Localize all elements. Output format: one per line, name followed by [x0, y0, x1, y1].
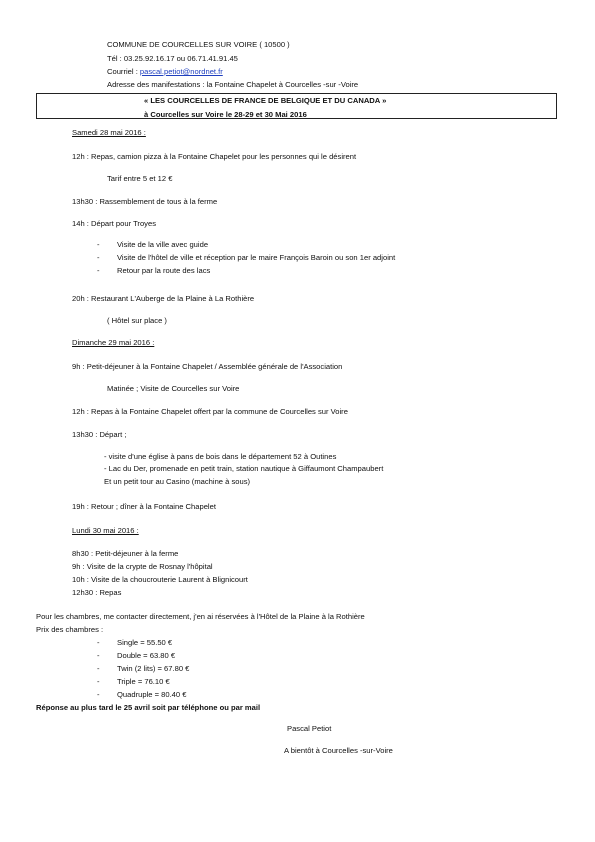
room-price-triple: Triple = 76.10 €: [117, 677, 170, 686]
day3-heading: Lundi 30 mai 2016 :: [72, 526, 139, 535]
bullet-dash: -: [97, 240, 100, 249]
bullet-dash: -: [97, 690, 100, 699]
rooms-price-label: Prix des chambres :: [36, 625, 104, 634]
bullet-dash: -: [97, 651, 100, 660]
day2-item-1: - visite d'une église à pans de bois dans le département 52 à Outines: [104, 452, 337, 461]
day2-item-3: Et un petit tour au Casino (machine à sous): [104, 477, 251, 486]
room-price-single: Single = 55.50 €: [117, 638, 173, 647]
day2-departure: 13h30 : Départ ;: [72, 430, 127, 439]
day1-hotel: ( Hôtel sur place ): [107, 316, 167, 325]
email-line: [107, 67, 223, 76]
day1-bullet-2: Visite de l'hôtel de ville et réception par le maire François Baroin ou son 1er adjoint: [117, 253, 396, 262]
day3-item-1: 8h30 : Petit-déjeuner à la ferme: [72, 549, 179, 558]
day1-dinner: 20h : Restaurant L'Auberge de la Plaine à La Rothière: [72, 294, 255, 303]
farewell: A bientôt à Courcelles -sur-Voire: [284, 746, 393, 755]
bullet-dash: -: [97, 638, 100, 647]
event-title: « LES COURCELLES DE FRANCE DE BELGIQUE ET DU CANADA »: [144, 96, 387, 105]
event-subtitle: à Courcelles sur Voire le 28-29 et 30 Mai 2016: [144, 110, 307, 119]
day1-bullet-3: Retour par la route des lacs: [117, 266, 211, 275]
email-label: Courriel :: [107, 67, 140, 76]
day2-return: 19h : Retour ; dîner à la Fontaine Chapelet: [72, 502, 216, 511]
reply-deadline: Réponse au plus tard le 25 avril soit par téléphone ou par mail: [36, 703, 261, 712]
bullet-dash: -: [97, 266, 100, 275]
phone-line: Tél : 03.25.92.16.17 ou 06.71.41.91.45: [107, 54, 238, 63]
commune-name: COMMUNE DE COURCELLES SUR VOIRE ( 10500 ): [107, 40, 290, 49]
day2-lunch: 12h : Repas à la Fontaine Chapelet offert par la commune de Courcelles sur Voire: [72, 407, 348, 416]
bullet-dash: -: [97, 664, 100, 673]
email-link[interactable]: pascal.petiot@nordnet.fr: [139, 67, 223, 76]
room-price-double: Double = 63.80 €: [117, 651, 176, 660]
day1-lunch: 12h : Repas, camion pizza à la Fontaine Chapelet pour les personnes qui le désirent: [72, 152, 357, 161]
room-price-twin: Twin (2 lits) = 67.80 €: [117, 664, 190, 673]
room-price-quadruple: Quadruple = 80.40 €: [117, 690, 187, 699]
day1-price: Tarif entre 5 et 12 €: [107, 174, 173, 183]
day3-item-3: 10h : Visite de la choucrouterie Laurent à Blignicourt: [72, 575, 248, 584]
day3-item-4: 12h30 : Repas: [72, 588, 122, 597]
day1-bullet-1: Visite de la ville avec guide: [117, 240, 209, 249]
day1-gathering: 13h30 : Rassemblement de tous à la ferme: [72, 197, 218, 206]
day2-heading: Dimanche 29 mai 2016 :: [72, 338, 155, 347]
day1-departure: 14h : Départ pour Troyes: [72, 219, 156, 228]
bullet-dash: -: [97, 253, 100, 262]
bullet-dash: -: [97, 677, 100, 686]
address-line: Adresse des manifestations : la Fontaine Chapelet à Courcelles -sur -Voire: [107, 80, 359, 89]
day1-heading: Samedi 28 mai 2016 :: [72, 128, 146, 137]
day2-breakfast: 9h : Petit-déjeuner à la Fontaine Chapelet / Assemblée générale de l'Association: [72, 362, 343, 371]
signature-name: Pascal Petiot: [287, 724, 332, 733]
day3-item-2: 9h : Visite de la crypte de Rosnay l'hôpital: [72, 562, 213, 571]
day2-item-2: - Lac du Der, promenade en petit train, station nautique à Giffaumont Champaubert: [104, 464, 384, 473]
rooms-intro: Pour les chambres, me contacter directement, j'en ai réservées à l'Hôtel de la Plaine à la Rothière: [36, 612, 365, 621]
day2-morning: Matinée ; Visite de Courcelles sur Voire: [107, 384, 240, 393]
